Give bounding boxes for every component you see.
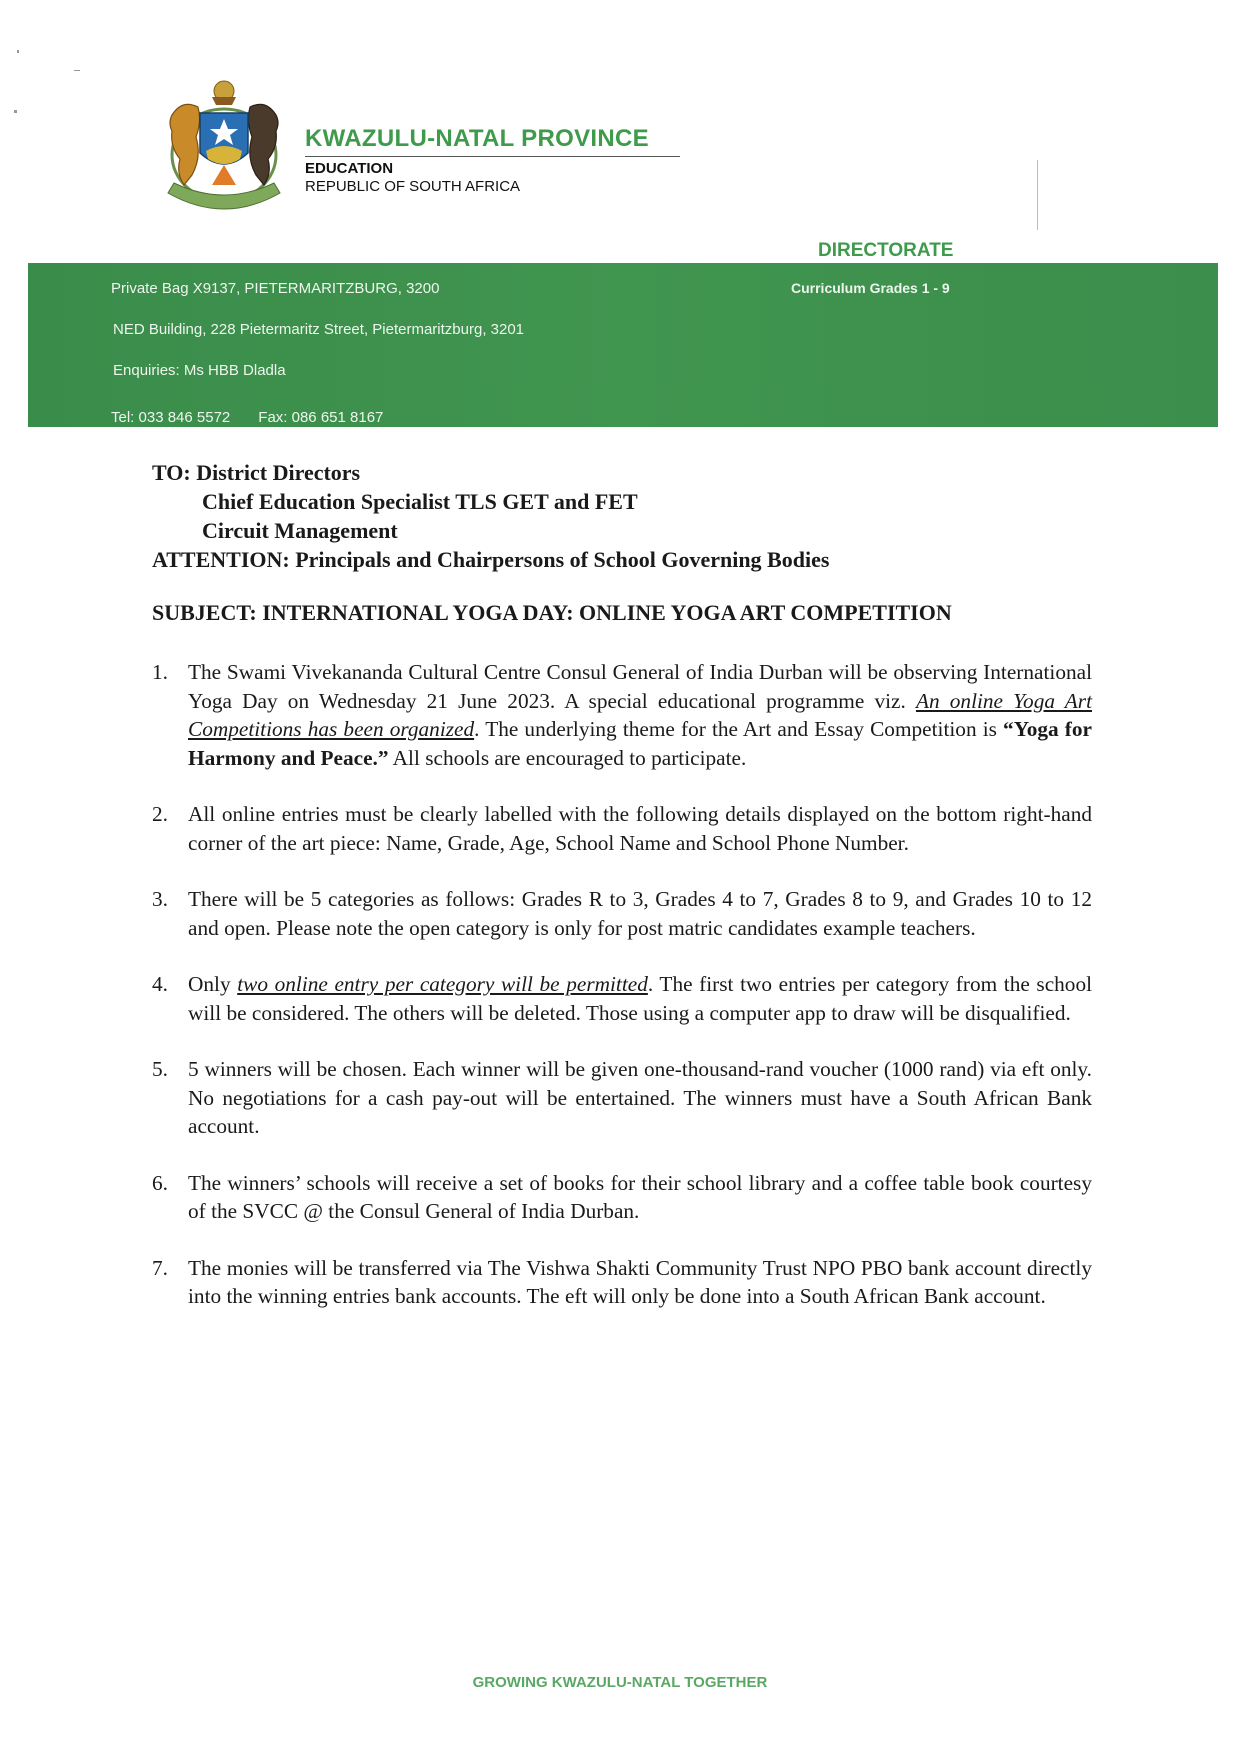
- numbered-list: [152, 658, 1092, 1339]
- item-number: 5.: [152, 1057, 168, 1081]
- street-address: NED Building, 228 Pietermaritz Street, Pietermaritzburg, 3201: [113, 321, 525, 338]
- list-item: [152, 885, 1092, 942]
- coat-of-arms-emblem: [150, 75, 298, 215]
- item-text: 5 winners will be chosen. Each winner will be given one-thousand-rand voucher (1000 rand) via eft only. No negotiations for a cash pay-out will be entertained. The winners must have a South African Bank account.: [188, 1057, 1092, 1138]
- item-number: 4.: [152, 972, 168, 996]
- item-number: 3.: [152, 887, 168, 911]
- item-text-part: . The first two entries per category from the school will be considered. The others will be deleted. Those using a computer app to draw will be disqualified.: [188, 972, 1093, 1025]
- item-text: There will be 5 categories as follows: Grades R to 3, Grades 4 to 7, Grades 8 to 9, and Grades 10 to 12 and open. Please note the open category is only for post matric candidates example teachers.: [188, 887, 1092, 940]
- item-text: [188, 970, 1092, 1027]
- directorate-label: DIRECTORATE: [818, 240, 954, 261]
- curriculum-label: Curriculum Grades 1 - 9: [791, 280, 950, 296]
- scan-mark: [74, 70, 80, 71]
- item-text: The monies will be transferred via The Vishwa Shakti Community Trust NPO PBO bank account directly into the winning entries bank accounts. The eft will only be done into a South African Bank account.: [188, 1255, 1092, 1308]
- underlined-phrase: two online entry per category will be permitted: [237, 972, 648, 996]
- item-text-part: . The underlying theme for the Art and Essay Competition is: [474, 717, 1004, 741]
- country-name: REPUBLIC OF SOUTH AFRICA: [305, 178, 521, 195]
- list-item: [152, 1055, 1092, 1141]
- fax-number: Fax: 086 651 8167: [258, 409, 384, 426]
- item-text-part: Only: [188, 972, 238, 996]
- theme-phrase: “Yoga for Harmony and Peace.”: [188, 717, 1092, 770]
- province-title: KWAZULU-NATAL PROVINCE: [305, 125, 649, 152]
- recipient-line: Circuit Management: [202, 518, 398, 543]
- underlined-phrase: An online Yoga Art Competitions has been organized: [188, 688, 1092, 741]
- list-item: [152, 658, 1092, 772]
- list-item: [152, 970, 1092, 1027]
- item-number: 7.: [152, 1255, 168, 1280]
- telephone-number: Tel: 033 846 5572: [111, 409, 231, 426]
- item-text: The winners’ schools will receive a set of books for their school library and a coffee table book courtesy of the SVCC @ the Consul General of India Durban.: [188, 1170, 1092, 1223]
- scan-mark: [14, 110, 17, 113]
- list-item: [152, 1254, 1092, 1311]
- enquiries-contact: Enquiries: Ms HBB Dladla: [113, 362, 286, 379]
- department-name: EDUCATION: [305, 160, 394, 177]
- item-number: 2.: [152, 802, 168, 826]
- item-text-part: All schools are encouraged to participate.: [388, 745, 747, 770]
- item-text-part: The Swami Vivekananda Cultural Centre Consul General of India Durban will be observing International Yoga Day on Wednesday 21 June 2023. A special educational programme viz.: [188, 660, 1092, 713]
- item-number: 6.: [152, 1170, 168, 1195]
- scan-mark: [17, 50, 19, 53]
- address-block: [152, 458, 829, 574]
- item-number: 1.: [152, 660, 168, 684]
- list-item: [152, 1169, 1092, 1226]
- to-line: TO: District Directors: [152, 460, 361, 485]
- letterhead-band: [28, 263, 1218, 427]
- item-text: [188, 658, 1092, 772]
- footer-slogan: GROWING KWAZULU-NATAL TOGETHER: [472, 1674, 768, 1691]
- attention-line: ATTENTION: Principals and Chairpersons of School Governing Bodies: [152, 547, 830, 572]
- title-rule: [305, 156, 680, 157]
- subject-line: SUBJECT: INTERNATIONAL YOGA DAY: ONLINE YOGA ART COMPETITION: [152, 600, 952, 625]
- scan-mark: [1037, 160, 1038, 230]
- postal-address: Private Bag X9137, PIETERMARITZBURG, 3200: [111, 280, 440, 297]
- list-item: [152, 800, 1092, 857]
- recipient-line: Chief Education Specialist TLS GET and FET: [202, 489, 638, 514]
- item-text: All online entries must be clearly labelled with the following details displayed on the bottom right-hand corner of the art piece: Name, Grade, Age, School Name and School Phone Number.: [188, 802, 1092, 855]
- phone-fax-row: [111, 409, 383, 426]
